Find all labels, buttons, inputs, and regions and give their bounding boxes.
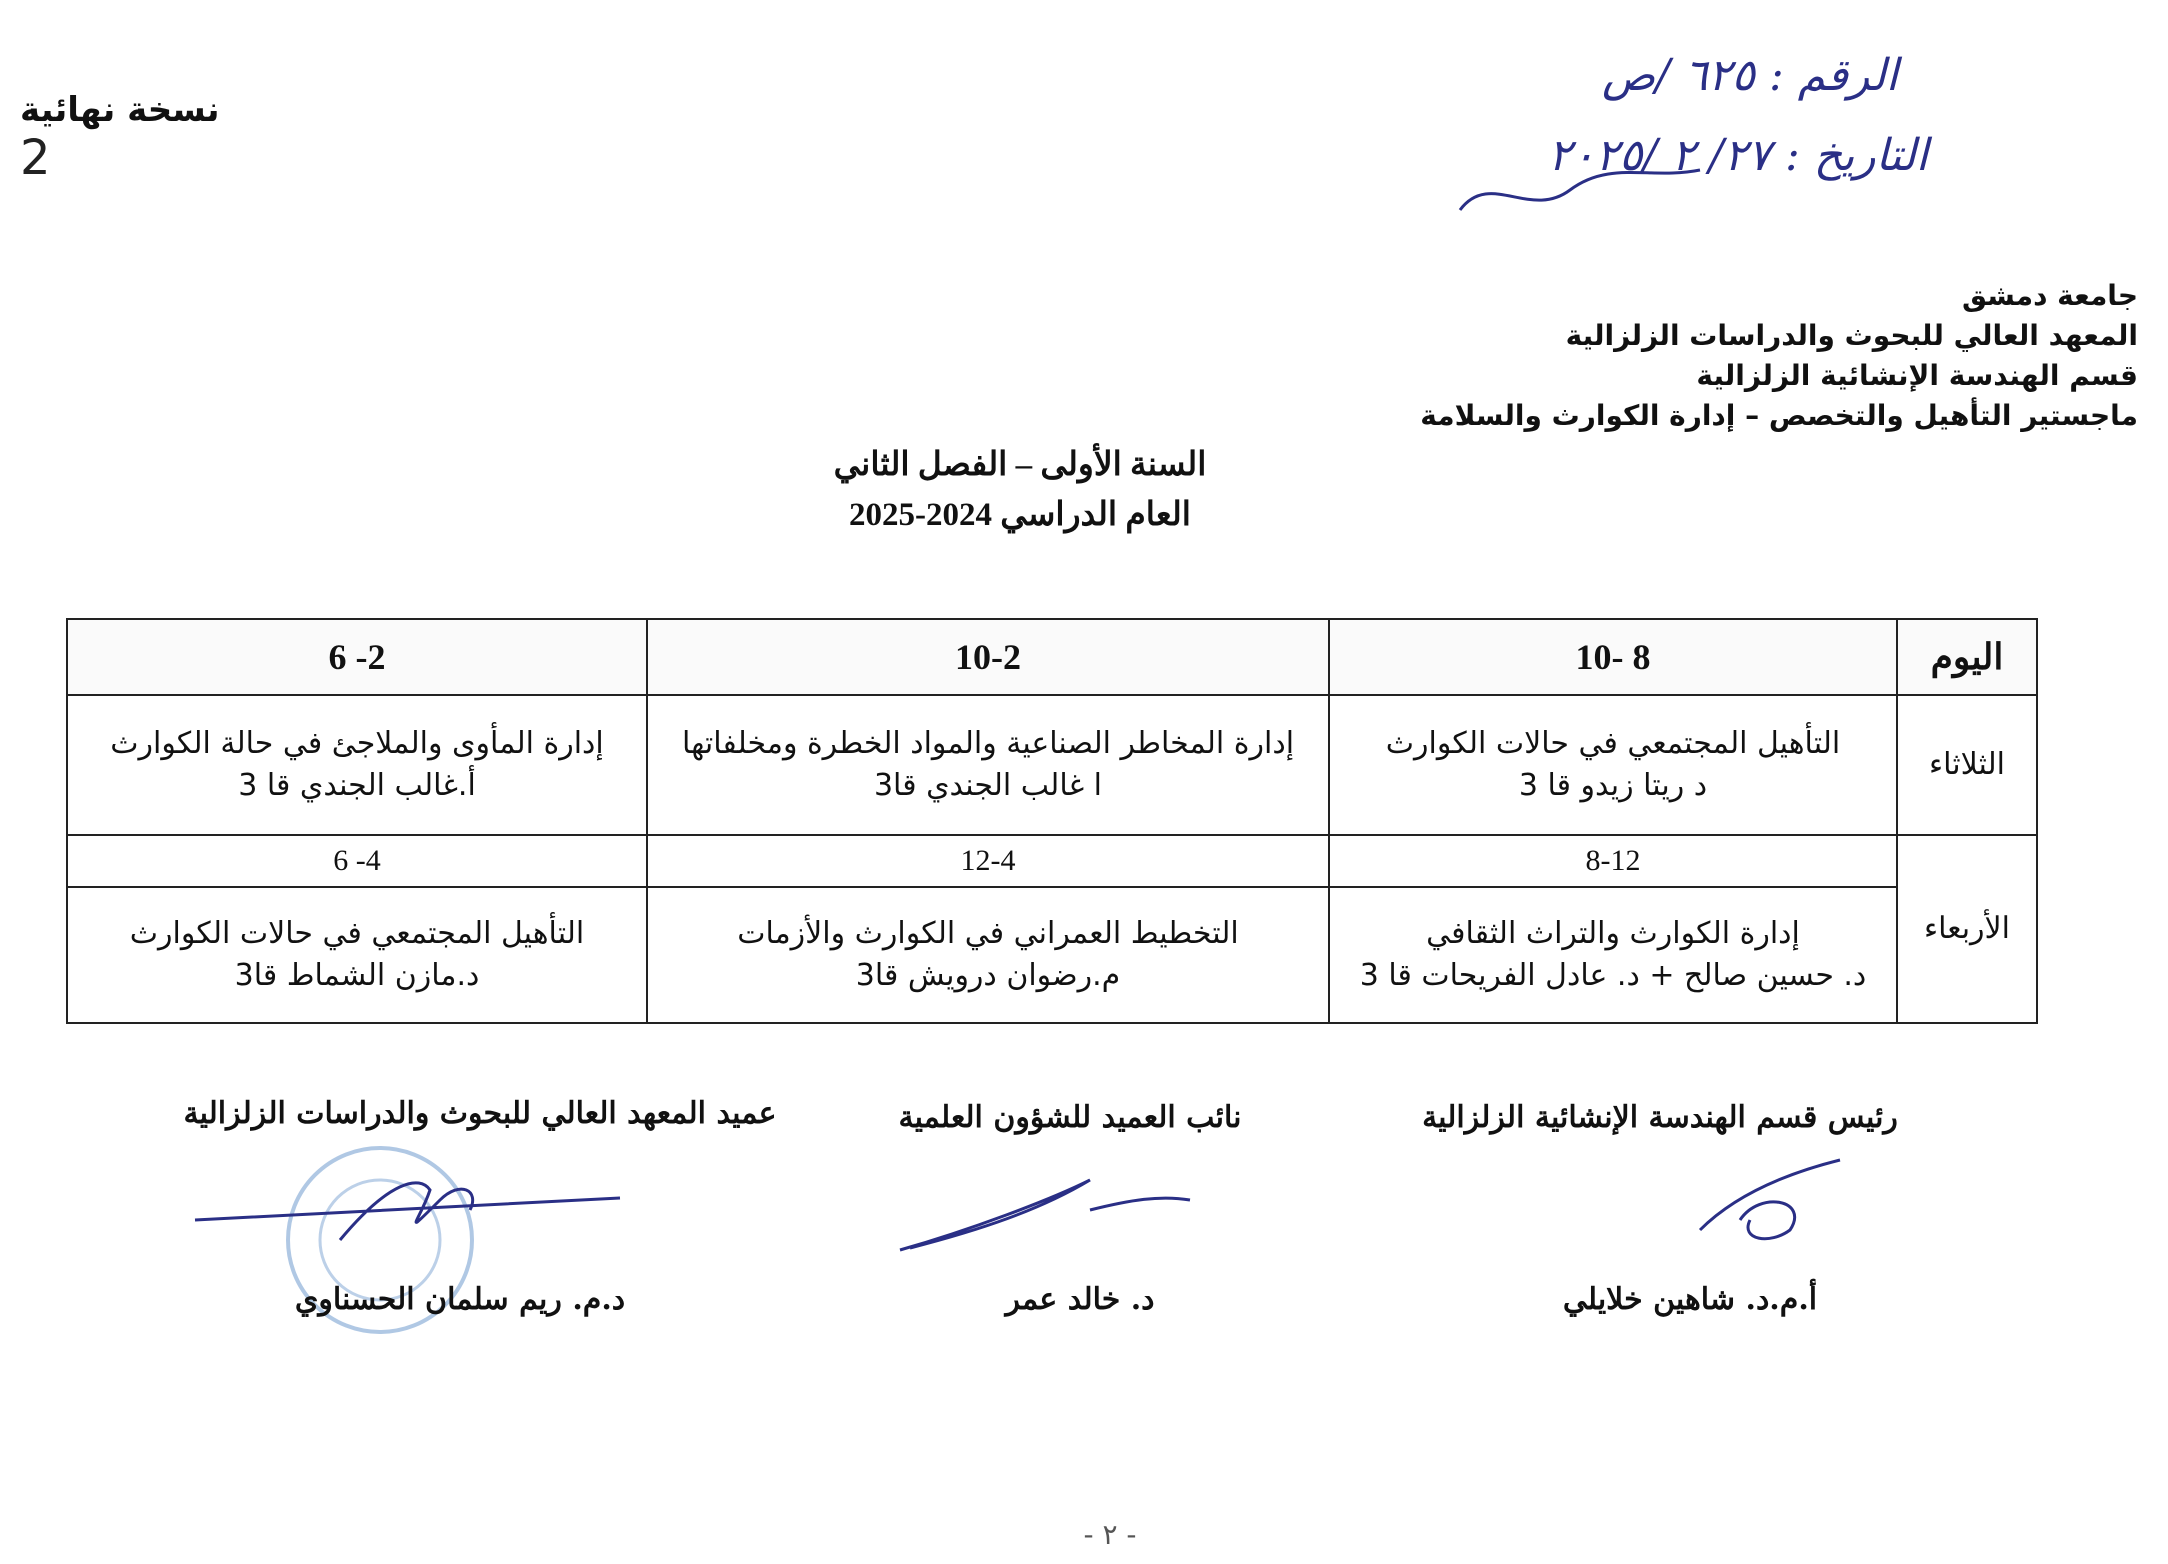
signature-role-dean: عميد المعهد العالي للبحوث والدراسات الزلزالية xyxy=(183,1096,777,1131)
signature-dean xyxy=(190,1170,630,1250)
course-teacher-room: د.مازن الشماط قا3 xyxy=(234,958,480,993)
semester-title: السنة الأولى – الفصل الثاني xyxy=(833,447,1207,483)
course-cell xyxy=(647,887,1329,1023)
day-cell-tuesday: الثلاثاء xyxy=(1897,695,2037,835)
day-cell-wednesday: الأربعاء xyxy=(1897,835,2037,1023)
course-teacher-room: د. حسين صالح + د. عادل الفريحات قا 3 xyxy=(1359,958,1867,993)
course-cell xyxy=(1329,887,1897,1023)
time-header-2: 10-2 xyxy=(647,619,1329,695)
course-teacher-room: د ريتا زيدو قا 3 xyxy=(1518,768,1708,803)
signature-vice-dean xyxy=(890,1170,1210,1260)
final-copy-label xyxy=(20,90,250,186)
university-name: جامعة دمشق xyxy=(1962,279,2138,312)
course-title: إدارة الكوارث والتراث الثقافي xyxy=(1426,916,1800,951)
final-copy-number: 2 xyxy=(20,130,51,186)
course-title: التخطيط العمراني في الكوارث والأزمات xyxy=(737,916,1239,951)
reference-number: الرقم : ٦٢٥ /ص xyxy=(1602,50,1898,101)
course-title: التأهيل المجتمعي في حالات الكوارث xyxy=(1385,726,1841,761)
institution-header xyxy=(1420,276,2138,436)
signature-name-department-head: أ.م.د. شاهين خلايلي xyxy=(1562,1282,1818,1317)
department-name: قسم الهندسة الإنشائية الزلزالية xyxy=(1696,359,2138,392)
time-header-3: 2- 6 xyxy=(67,619,647,695)
reference-date: التاريخ : ٢٧/ ٢ /٢٠٢٥ xyxy=(1547,130,1928,181)
course-teacher-room: أ.غالب الجندي قا 3 xyxy=(238,768,476,803)
course-teacher-room: م.رضوان درويش قا3 xyxy=(855,958,1121,993)
course-cell xyxy=(67,887,647,1023)
time-slot-2: 12-4 xyxy=(647,835,1329,887)
signature-role-department-head: رئيس قسم الهندسة الإنشائية الزلزالية xyxy=(1422,1100,1898,1135)
program-name: ماجستير التأهيل والتخصص – إدارة الكوارث والسلامة xyxy=(1420,399,2138,432)
table-row xyxy=(67,887,2037,1023)
course-teacher-room: ا غالب الجندي قا3 xyxy=(873,768,1103,803)
time-slot-1: 8-12 xyxy=(1329,835,1897,887)
course-cell xyxy=(1329,695,1897,835)
final-copy-text: نسخة نهائية xyxy=(20,90,220,130)
signature-name-dean: د.م. ريم سلمان الحسناوي xyxy=(294,1282,626,1317)
table-header-row xyxy=(67,619,2037,695)
academic-year-title: العام الدراسي 2024-2025 xyxy=(849,497,1191,533)
table-row xyxy=(67,695,2037,835)
time-header-1: 8 -10 xyxy=(1329,619,1897,695)
time-slot-row xyxy=(67,835,2037,887)
page-number-mark: - ٢ - xyxy=(1083,1518,1137,1551)
time-slot-3: 4- 6 xyxy=(67,835,647,887)
schedule-table xyxy=(66,618,2038,1024)
schedule-titles xyxy=(640,440,1400,540)
course-cell xyxy=(647,695,1329,835)
course-title: التأهيل المجتمعي في حالات الكوارث xyxy=(129,916,585,951)
course-cell xyxy=(67,695,647,835)
signature-department-head xyxy=(1680,1150,1860,1250)
course-title: إدارة المأوى والملاجئ في حالة الكوارث xyxy=(110,726,604,761)
signature-name-vice-dean: د. خالد عمر xyxy=(1005,1282,1155,1317)
day-header: اليوم xyxy=(1897,619,2037,695)
date-underline-scribble xyxy=(1450,150,1710,230)
institute-name: المعهد العالي للبحوث والدراسات الزلزالية xyxy=(1565,319,2138,352)
course-title: إدارة المخاطر الصناعية والمواد الخطرة ومخلفاتها xyxy=(681,726,1295,761)
signature-role-vice-dean: نائب العميد للشؤون العلمية xyxy=(898,1100,1242,1135)
